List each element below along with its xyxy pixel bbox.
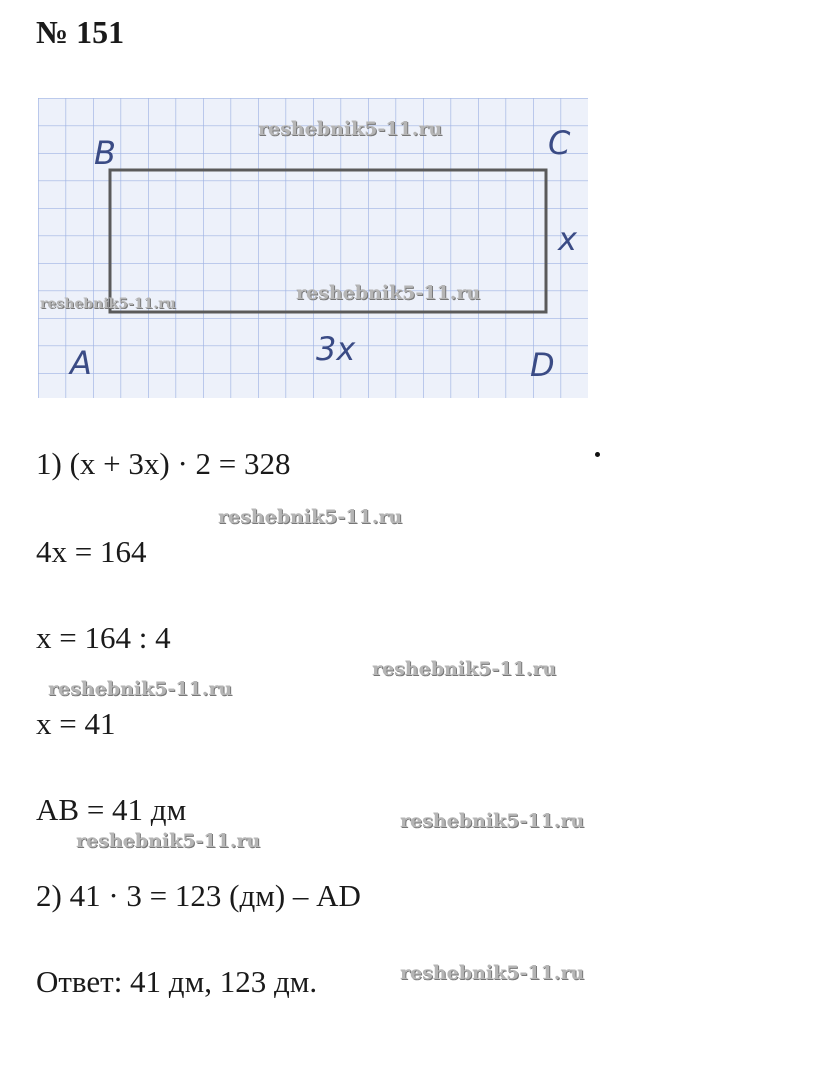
vertex-label-c: C: [548, 124, 571, 162]
watermark: reshebnik5-11.ru: [40, 296, 176, 312]
watermark: reshebnik5-11.ru: [48, 678, 233, 700]
solution-step-2: 4x = 164: [36, 534, 147, 569]
vertex-label-d: D: [530, 346, 555, 384]
grid-paper: [38, 98, 588, 398]
answer-line: Ответ: 41 дм, 123 дм.: [36, 964, 318, 999]
solution-step-4: x = 41: [36, 706, 116, 741]
solution-step-6: 2) 41 · 3 = 123 (дм) – AD: [36, 878, 361, 913]
vertex-label-a: A: [70, 344, 92, 382]
side-label-x: x: [558, 220, 577, 258]
solution-step-5: AB = 41 дм: [36, 792, 187, 827]
stray-dot: [595, 452, 600, 457]
watermark: reshebnik5-11.ru: [296, 282, 481, 304]
watermark: reshebnik5-11.ru: [372, 658, 557, 680]
vertex-label-b: B: [94, 134, 116, 172]
watermark: reshebnik5-11.ru: [400, 962, 585, 984]
watermark: reshebnik5-11.ru: [400, 810, 585, 832]
watermark: reshebnik5-11.ru: [218, 506, 403, 528]
rectangle-diagram: [38, 98, 588, 398]
solution-step-1: 1) (x + 3x) · 2 = 328: [36, 446, 291, 481]
problem-title: № 151: [36, 14, 125, 50]
watermark: reshebnik5-11.ru: [76, 830, 261, 852]
side-label-3x: 3x: [316, 330, 356, 368]
solution-step-3: x = 164 : 4: [36, 620, 171, 655]
watermark: reshebnik5-11.ru: [258, 118, 443, 140]
